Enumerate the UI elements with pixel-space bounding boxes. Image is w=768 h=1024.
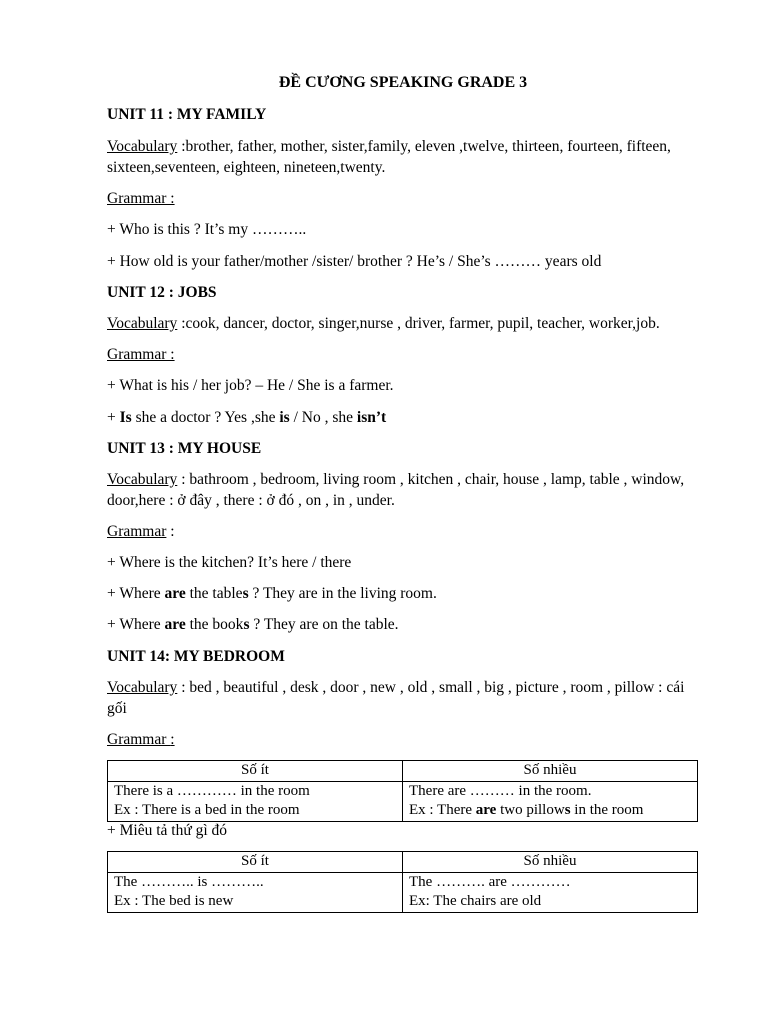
text-run: two pillow (496, 802, 565, 818)
unit-14-vocabulary (107, 677, 699, 719)
text-run: / No , she (289, 409, 357, 426)
unit-11-heading: UNIT 11 : MY FAMILY (107, 106, 267, 123)
table-cell-plural (403, 872, 698, 912)
table-header-singular: Số ít (108, 852, 403, 873)
table-row (108, 872, 698, 912)
bold-text-run: s (243, 616, 250, 633)
grammar-label: Grammar (107, 523, 167, 540)
cell-line: Ex: The chairs are old (409, 893, 542, 909)
bold-text-run: isn’t (356, 409, 387, 426)
unit-12-vocabulary (107, 314, 660, 334)
cell-line: Ex : The bed is new (114, 893, 234, 909)
bold-text-run: are (164, 585, 186, 602)
text-run: in the room (570, 802, 644, 818)
vocabulary-label: Vocabulary (107, 471, 178, 488)
unit-11-vocabulary (107, 136, 699, 178)
unit-13-grammar-label (107, 522, 175, 542)
text-run: the book (185, 616, 244, 633)
unit-14-grammar-label (107, 730, 175, 750)
vocabulary-label: Vocabulary (107, 315, 178, 332)
bold-text-run: are (164, 616, 186, 633)
table-header-plural: Số nhiều (403, 761, 698, 782)
text-run: : (166, 523, 175, 540)
unit-13-grammar-1: + Where is the kitchen? It’s here / there (107, 554, 352, 571)
cell-line: There are ……… in the room. (409, 782, 592, 799)
cell-line: The ……….. is ……….. (114, 873, 264, 890)
table-header-row (108, 761, 698, 782)
bold-text-run: are (475, 802, 497, 818)
grammar-table-describe (107, 851, 698, 913)
table-cell-plural (403, 781, 698, 821)
unit-11-grammar-label: Grammar : (107, 190, 175, 207)
grammar-table-there-is (107, 760, 698, 822)
text-run: : (170, 731, 175, 748)
unit-13-grammar-3 (107, 615, 399, 635)
table-header-plural: Số nhiều (403, 852, 698, 873)
document-title: ĐỀ CƯƠNG SPEAKING GRADE 3 (278, 74, 528, 91)
text-run: + Where (107, 585, 165, 602)
bold-text-run: is (279, 409, 290, 426)
table-cell-singular (108, 781, 403, 821)
unit-13-grammar-2 (107, 584, 437, 604)
text-run: + (107, 409, 120, 426)
vocabulary-text: : bed , beautiful , desk , door , new , old , small , big , picture , room , pillow : cái gối (107, 679, 685, 717)
unit-12-grammar-label: Grammar : (107, 346, 175, 363)
text-run: ? They are in the living room. (248, 585, 437, 602)
table-header-row (108, 852, 698, 873)
vocabulary-label: Vocabulary (107, 679, 178, 696)
table-row (108, 781, 698, 821)
vocabulary-text: : bathroom , bedroom, living room , kitchen , chair, house , lamp, table , window, door,here : ở đây , there : ở đó , on , in , under. (107, 471, 685, 509)
vocabulary-text: :cook, dancer, doctor, singer,nurse , driver, farmer, pupil, teacher, worker,job. (177, 315, 660, 332)
unit-13-vocabulary (107, 469, 699, 511)
text-run: Ex : There (409, 802, 476, 818)
text-run: the table (185, 585, 243, 602)
cell-line (409, 801, 691, 821)
unit-12-grammar-2 (107, 408, 386, 428)
unit-11-grammar-2: + How old is your father/mother /sister/ brother ? He’s / She’s ……… years old (107, 253, 602, 270)
bold-text-run: Is (119, 409, 132, 426)
grammar-label: Grammar (107, 731, 171, 748)
text-run: + Where (107, 616, 165, 633)
unit-12-heading: UNIT 12 : JOBS (107, 284, 217, 301)
table-cell-singular (108, 872, 403, 912)
vocabulary-label: Vocabulary (107, 138, 178, 155)
bold-text-run: s (564, 802, 571, 818)
cell-line: Ex : There is a bed in the room (114, 802, 300, 818)
text-run: she a doctor ? Yes ,she (131, 409, 280, 426)
unit-11-grammar-1: + Who is this ? It’s my ……….. (107, 221, 307, 238)
describe-something-note: + Miêu tả thứ gì đó (107, 822, 228, 839)
vocabulary-text: :brother, father, mother, sister,family, eleven ,twelve, thirteen, fourteen, fifteen, sixteen,seventeen, eighteen, nineteen,twenty. (107, 138, 671, 176)
unit-12-grammar-1: + What is his / her job? – He / She is a farmer. (107, 377, 394, 394)
unit-14-heading: UNIT 14: MY BEDROOM (107, 648, 285, 665)
cell-line: There is a ………… in the room (114, 782, 310, 799)
bold-text-run: s (242, 585, 249, 602)
unit-13-heading: UNIT 13 : MY HOUSE (107, 440, 262, 457)
cell-line: The ………. are ………… (409, 873, 571, 890)
text-run: ? They are on the table. (249, 616, 399, 633)
table-header-singular: Số ít (108, 761, 403, 782)
